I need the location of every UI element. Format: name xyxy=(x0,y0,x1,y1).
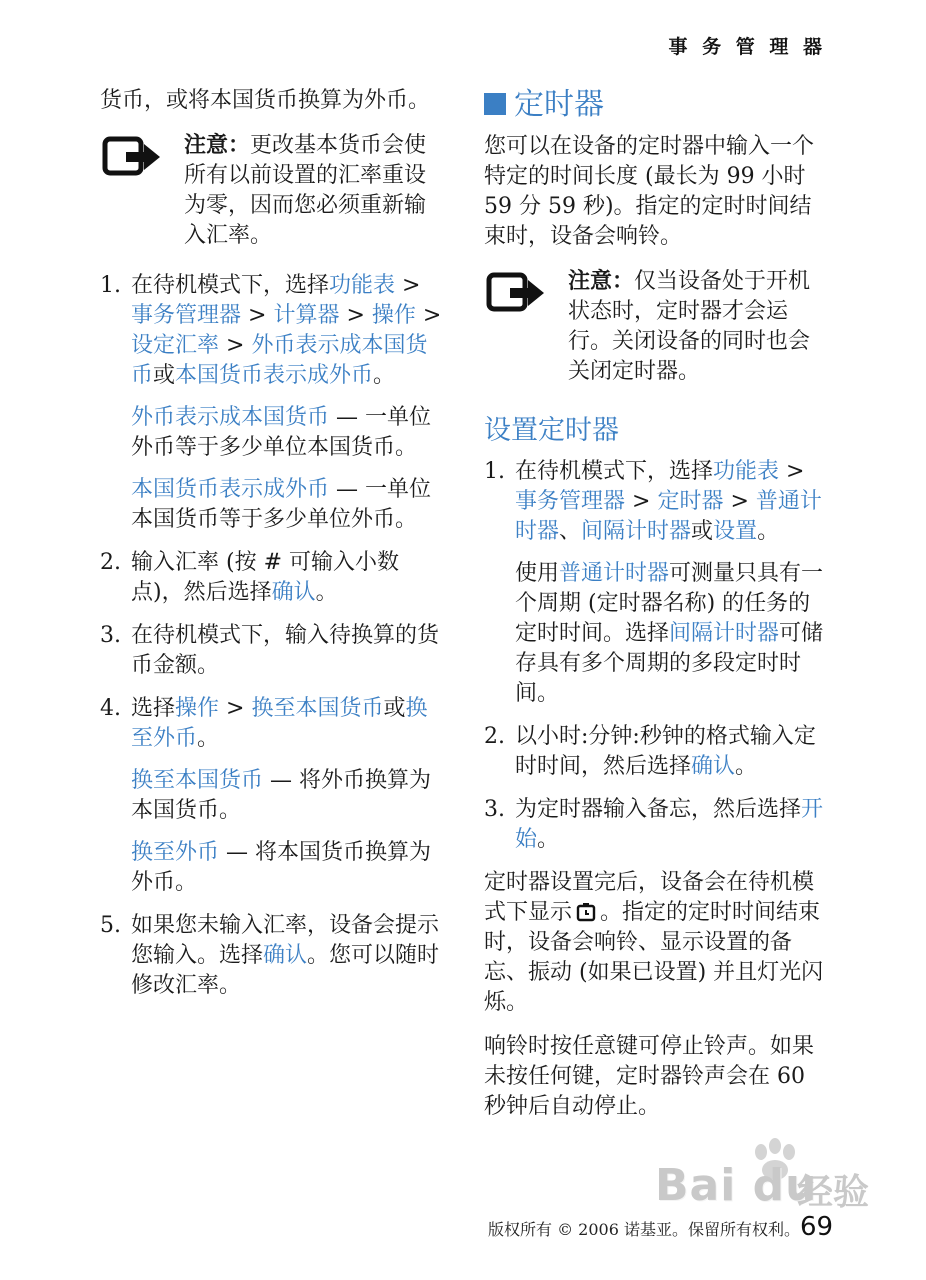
item-text: 或 xyxy=(383,696,406,721)
item-text: 。 xyxy=(757,519,780,544)
copyright-footer: 版权所有 © 2006 诺基亚。保留所有权利。 xyxy=(488,1220,800,1239)
note-label: 注意： xyxy=(184,132,251,158)
item-number: 1. xyxy=(484,459,505,484)
menu-link[interactable]: 事务管理器 xyxy=(515,489,626,514)
intro-paragraph: 您可以在设备的定时器中输入一个特定的时间长度 (最长为 99 小时 59 分 59 秒)。指定的定时时间结束时，设备会响铃。 xyxy=(484,134,815,249)
option-term[interactable]: 普通计时器 xyxy=(559,561,670,586)
menu-link[interactable]: 普通计时器 xyxy=(515,489,822,544)
item-text: 在待机模式下，选择 xyxy=(131,273,330,298)
baidu-watermark xyxy=(655,1138,870,1228)
menu-link[interactable]: 确认 xyxy=(263,943,308,968)
menu-link[interactable]: 本国货币表示成外币 xyxy=(175,363,374,388)
item-text: 为定时器输入备忘，然后选择 xyxy=(515,797,802,822)
item-number: 2. xyxy=(484,724,505,749)
item-text: 输入汇率 (按 # 可输入小数点)，然后选择 xyxy=(131,550,399,605)
list-item xyxy=(100,911,445,1001)
separator: > xyxy=(625,489,658,514)
item-number: 5. xyxy=(100,913,121,938)
steps-list xyxy=(484,457,830,855)
item-text: 使用 xyxy=(515,561,560,586)
menu-link[interactable]: 设定汇率 xyxy=(131,333,220,358)
option-text: — 将本国货币换算为外币。 xyxy=(131,840,432,895)
item-number: 3. xyxy=(484,797,505,822)
menu-link[interactable]: 换至本国货币 xyxy=(251,696,384,721)
menu-link[interactable]: 定时器 xyxy=(657,489,724,514)
option-term[interactable]: 外币表示成本国货币 xyxy=(131,405,330,430)
item-text: 。 xyxy=(537,827,560,852)
menu-link[interactable]: 开始 xyxy=(515,797,824,852)
item-text: 或 xyxy=(691,519,714,544)
menu-link[interactable]: 计算器 xyxy=(273,303,340,328)
separator: > xyxy=(723,489,756,514)
option-text: — 一单位本国货币等于多少单位外币。 xyxy=(131,477,432,532)
menu-link[interactable]: 确认 xyxy=(691,754,736,779)
item-text: 如果您未输入汇率，设备会提示您输入。选择 xyxy=(131,913,440,968)
separator: > xyxy=(339,303,372,328)
sub-description xyxy=(131,475,445,535)
timer-status-icon xyxy=(576,901,596,921)
option-text: — 将外币换算为本国货币。 xyxy=(131,768,432,823)
intro-paragraph: 货币，或将本国货币换算为外币。 xyxy=(100,88,431,113)
watermark-latin: Bai du xyxy=(655,1160,818,1211)
option-term[interactable]: 本国货币表示成外币 xyxy=(131,477,330,502)
item-number: 1. xyxy=(100,273,121,298)
list-item xyxy=(100,548,445,608)
menu-link[interactable]: 确认 xyxy=(271,580,316,605)
item-text: 。 xyxy=(197,726,220,751)
item-text: 或 xyxy=(153,363,176,388)
menu-link[interactable]: 换至外币 xyxy=(131,696,428,751)
right-column xyxy=(484,86,830,1136)
separator: > xyxy=(395,273,421,298)
item-text: 以小时:分钟:秒钟的格式输入定时时间，然后选择 xyxy=(515,724,816,779)
sub-description xyxy=(515,559,830,709)
separator: > xyxy=(219,696,252,721)
item-text: 。 xyxy=(373,363,396,388)
subsection-title: 设置定时器 xyxy=(484,415,619,446)
left-column xyxy=(100,86,445,1014)
sub-description xyxy=(131,403,445,463)
note-hand-icon xyxy=(486,272,546,314)
timer-description-paragraph xyxy=(484,868,830,1018)
note-hand-icon xyxy=(102,136,162,178)
watermark-cn: 经验 xyxy=(797,1172,870,1213)
section-title xyxy=(484,86,830,124)
page-number: 69 xyxy=(800,1212,834,1242)
menu-link[interactable]: 操作 xyxy=(175,696,220,721)
menu-link[interactable]: 操作 xyxy=(371,303,416,328)
note-block xyxy=(100,130,445,251)
item-number: 4. xyxy=(100,696,121,721)
list-item xyxy=(100,621,445,681)
square-bullet-icon xyxy=(484,93,506,115)
page-header: 事 务 管 理 器 xyxy=(668,36,826,58)
sub-description xyxy=(131,766,445,826)
menu-link[interactable]: 外币表示成本国货币 xyxy=(131,333,428,388)
item-text: 。您可以随时修改汇率。 xyxy=(131,943,440,998)
list-item xyxy=(484,722,830,782)
separator: > xyxy=(415,303,442,328)
menu-link[interactable]: 事务管理器 xyxy=(131,303,242,328)
menu-link[interactable]: 设置 xyxy=(713,519,758,544)
option-term[interactable]: 换至本国货币 xyxy=(131,768,264,793)
item-text: 选择 xyxy=(131,696,176,721)
list-item xyxy=(100,271,445,535)
item-text: 。 xyxy=(735,754,758,779)
separator: > xyxy=(779,459,805,484)
option-text: — 一单位外币等于多少单位本国货币。 xyxy=(131,405,432,460)
menu-link[interactable]: 功能表 xyxy=(713,459,780,484)
item-number: 3. xyxy=(100,623,121,648)
item-text: 、 xyxy=(559,519,582,544)
note-text: 仅当设备处于开机状态时，定时器才会运行。关闭设备的同时也会关闭定时器。 xyxy=(568,269,811,384)
list-item xyxy=(484,795,830,855)
menu-link[interactable]: 间隔计时器 xyxy=(581,519,692,544)
list-item xyxy=(484,457,830,709)
item-text: 可储存具有多个周期的多段定时时间。 xyxy=(515,621,824,706)
paragraph-text: 。指定的定时时间结束时，设备会响铃、显示设置的备忘、振动 (如果已设置) 并且灯光闪烁。 xyxy=(484,900,824,1015)
item-text: 。 xyxy=(315,580,338,605)
paragraph-text: 定时器设置完后，设备会在待机模式下显示 xyxy=(484,870,815,925)
option-term[interactable]: 间隔计时器 xyxy=(669,621,780,646)
sub-description xyxy=(131,838,445,898)
note-label: 注意： xyxy=(568,268,635,294)
note-block xyxy=(484,266,830,387)
ringtone-paragraph: 响铃时按任意键可停止铃声。如果未按任何键，定时器铃声会在 60 秒钟后自动停止。 xyxy=(484,1034,815,1119)
item-number: 2. xyxy=(100,550,121,575)
separator: > xyxy=(219,333,252,358)
item-text: 在待机模式下，选择 xyxy=(515,459,714,484)
note-text: 更改基本货币会使所有以前设置的汇率重设为零，因而您必须重新输入汇率。 xyxy=(184,133,427,248)
section-title-text: 定时器 xyxy=(514,87,604,122)
separator: > xyxy=(241,303,274,328)
item-text: 在待机模式下，输入待换算的货币金额。 xyxy=(131,623,440,678)
item-text: 可测量只具有一个周期 (定时器名称) 的任务的定时时间。选择 xyxy=(515,561,824,646)
menu-link[interactable]: 功能表 xyxy=(329,273,396,298)
steps-list xyxy=(100,271,445,1001)
option-term[interactable]: 换至外币 xyxy=(131,840,220,865)
list-item xyxy=(100,694,445,898)
